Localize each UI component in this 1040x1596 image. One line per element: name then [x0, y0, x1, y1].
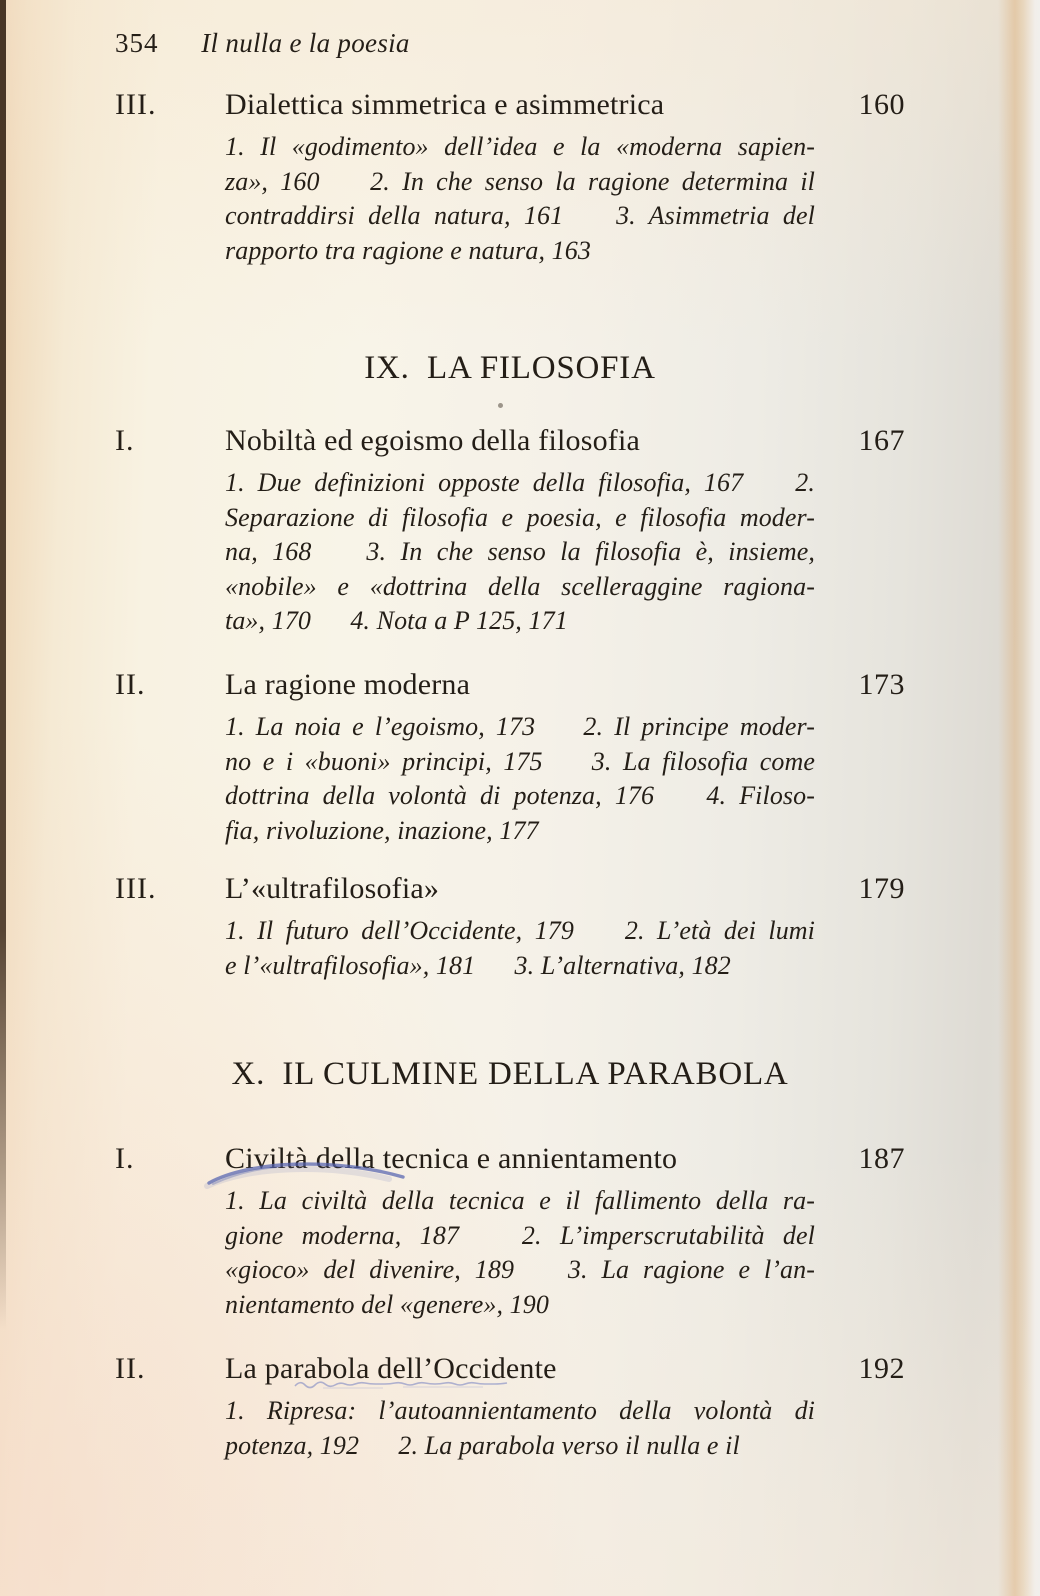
subentry-line: nientamento del «genere», 190: [225, 1289, 549, 1319]
entry-subentries: [225, 914, 815, 983]
toc-entry: [115, 666, 915, 848]
entry-page-number: 167: [858, 424, 905, 457]
entry-subentries: [225, 710, 815, 848]
entry-page-number: 179: [858, 872, 905, 905]
subentry-line: no e i «buoni» principi, 175 3. La filosofia come: [225, 746, 815, 776]
scan-speck: [498, 403, 503, 408]
entry-title: Civiltà della tecnica e annientamento: [225, 1142, 678, 1175]
subentry-line: fia, rivoluzione, inazione, 177: [225, 815, 539, 845]
subentry-line: za», 160 2. In che senso la ragione determina il: [225, 166, 815, 196]
book-title: Il nulla e la poesia: [201, 28, 410, 58]
subentry-line: 1. Due definizioni opposte della filosofia, 167 2.: [225, 468, 815, 497]
running-head: [115, 28, 410, 59]
entry-title: Dialettica simmetrica e asimmetrica: [225, 88, 665, 121]
subentry-line: 1. Il futuro dell’Occidente, 179 2. L’età dei lumi: [225, 916, 815, 945]
subentry-line: na, 168 3. In che senso la filosofia è, insieme,: [225, 537, 815, 566]
toc-entry: [115, 86, 915, 268]
entry-subentries: [225, 1184, 815, 1322]
subentry-line: potenza, 192 2. La parabola verso il nulla e il: [225, 1430, 740, 1460]
entry-title: La ragione moderna: [225, 668, 471, 701]
entry-subentries: [225, 1394, 815, 1463]
folio-page-number: 354: [115, 28, 159, 58]
subentry-line: dottrina della volontà di potenza, 176 4. Filoso-: [225, 781, 815, 810]
subentry-line: «gioco» del divenire, 189 3. La ragione e l’an-: [225, 1255, 815, 1284]
entry-page-number: 173: [858, 668, 905, 701]
entry-page-number: 187: [858, 1142, 905, 1175]
subentry-line: rapporto tra ragione e natura, 163: [225, 235, 591, 265]
entry-title: L’«ultrafilosofia»: [225, 872, 440, 905]
entry-title: La parabola dell’Occidente: [225, 1352, 557, 1385]
subentry-line: 1. Ripresa: l’autoannientamento della volontà di: [225, 1396, 815, 1425]
subentry-line: «nobile» e «dottrina della scelleraggine ragiona-: [225, 571, 815, 601]
entry-subentries: [225, 466, 815, 639]
chapter-heading-9: IX. LA FILOSOFIA: [364, 350, 656, 386]
entry-page-number: 160: [858, 88, 905, 121]
entry-numeral: II.: [115, 668, 146, 701]
page-curl-shading: [998, 0, 1040, 1596]
toc-entry: [115, 1350, 915, 1463]
chapter-heading-10: X. IL CULMINE DELLA PARABOLA: [231, 1056, 789, 1092]
entry-numeral: III.: [115, 872, 157, 905]
entry-title: Nobiltà ed egoismo della filosofia: [225, 424, 641, 457]
entry-page-number: 192: [858, 1352, 905, 1385]
toc-entry: [115, 1140, 915, 1322]
subentry-line: 1. La civiltà della tecnica e il fallimento della ra-: [225, 1186, 815, 1215]
entry-subentries: [225, 130, 815, 268]
subentry-line: e l’«ultrafilosofia», 181 3. L’alternativa, 182: [225, 950, 731, 980]
scan-left-edge-shadow: [0, 0, 6, 1330]
toc-entry: [115, 422, 915, 639]
subentry-line: ta», 170 4. Nota a P 125, 171: [225, 606, 568, 635]
entry-numeral: I.: [115, 424, 135, 457]
entry-numeral: I.: [115, 1142, 135, 1175]
toc-entry: [115, 870, 915, 983]
subentry-line: contraddirsi della natura, 161 3. Asimmetria del: [225, 201, 815, 230]
entry-numeral: II.: [115, 1352, 146, 1385]
entry-numeral: III.: [115, 88, 157, 121]
subentry-line: 1. La noia e l’egoismo, 173 2. Il principe moder-: [225, 712, 815, 741]
subentry-line: gione moderna, 187 2. L’imperscrutabilità del: [225, 1220, 815, 1250]
subentry-line: 1. Il «godimento» dell’idea e la «moderna sapien-: [225, 132, 815, 161]
subentry-line: Separazione di filosofia e poesia, e filosofia moder-: [225, 502, 815, 532]
